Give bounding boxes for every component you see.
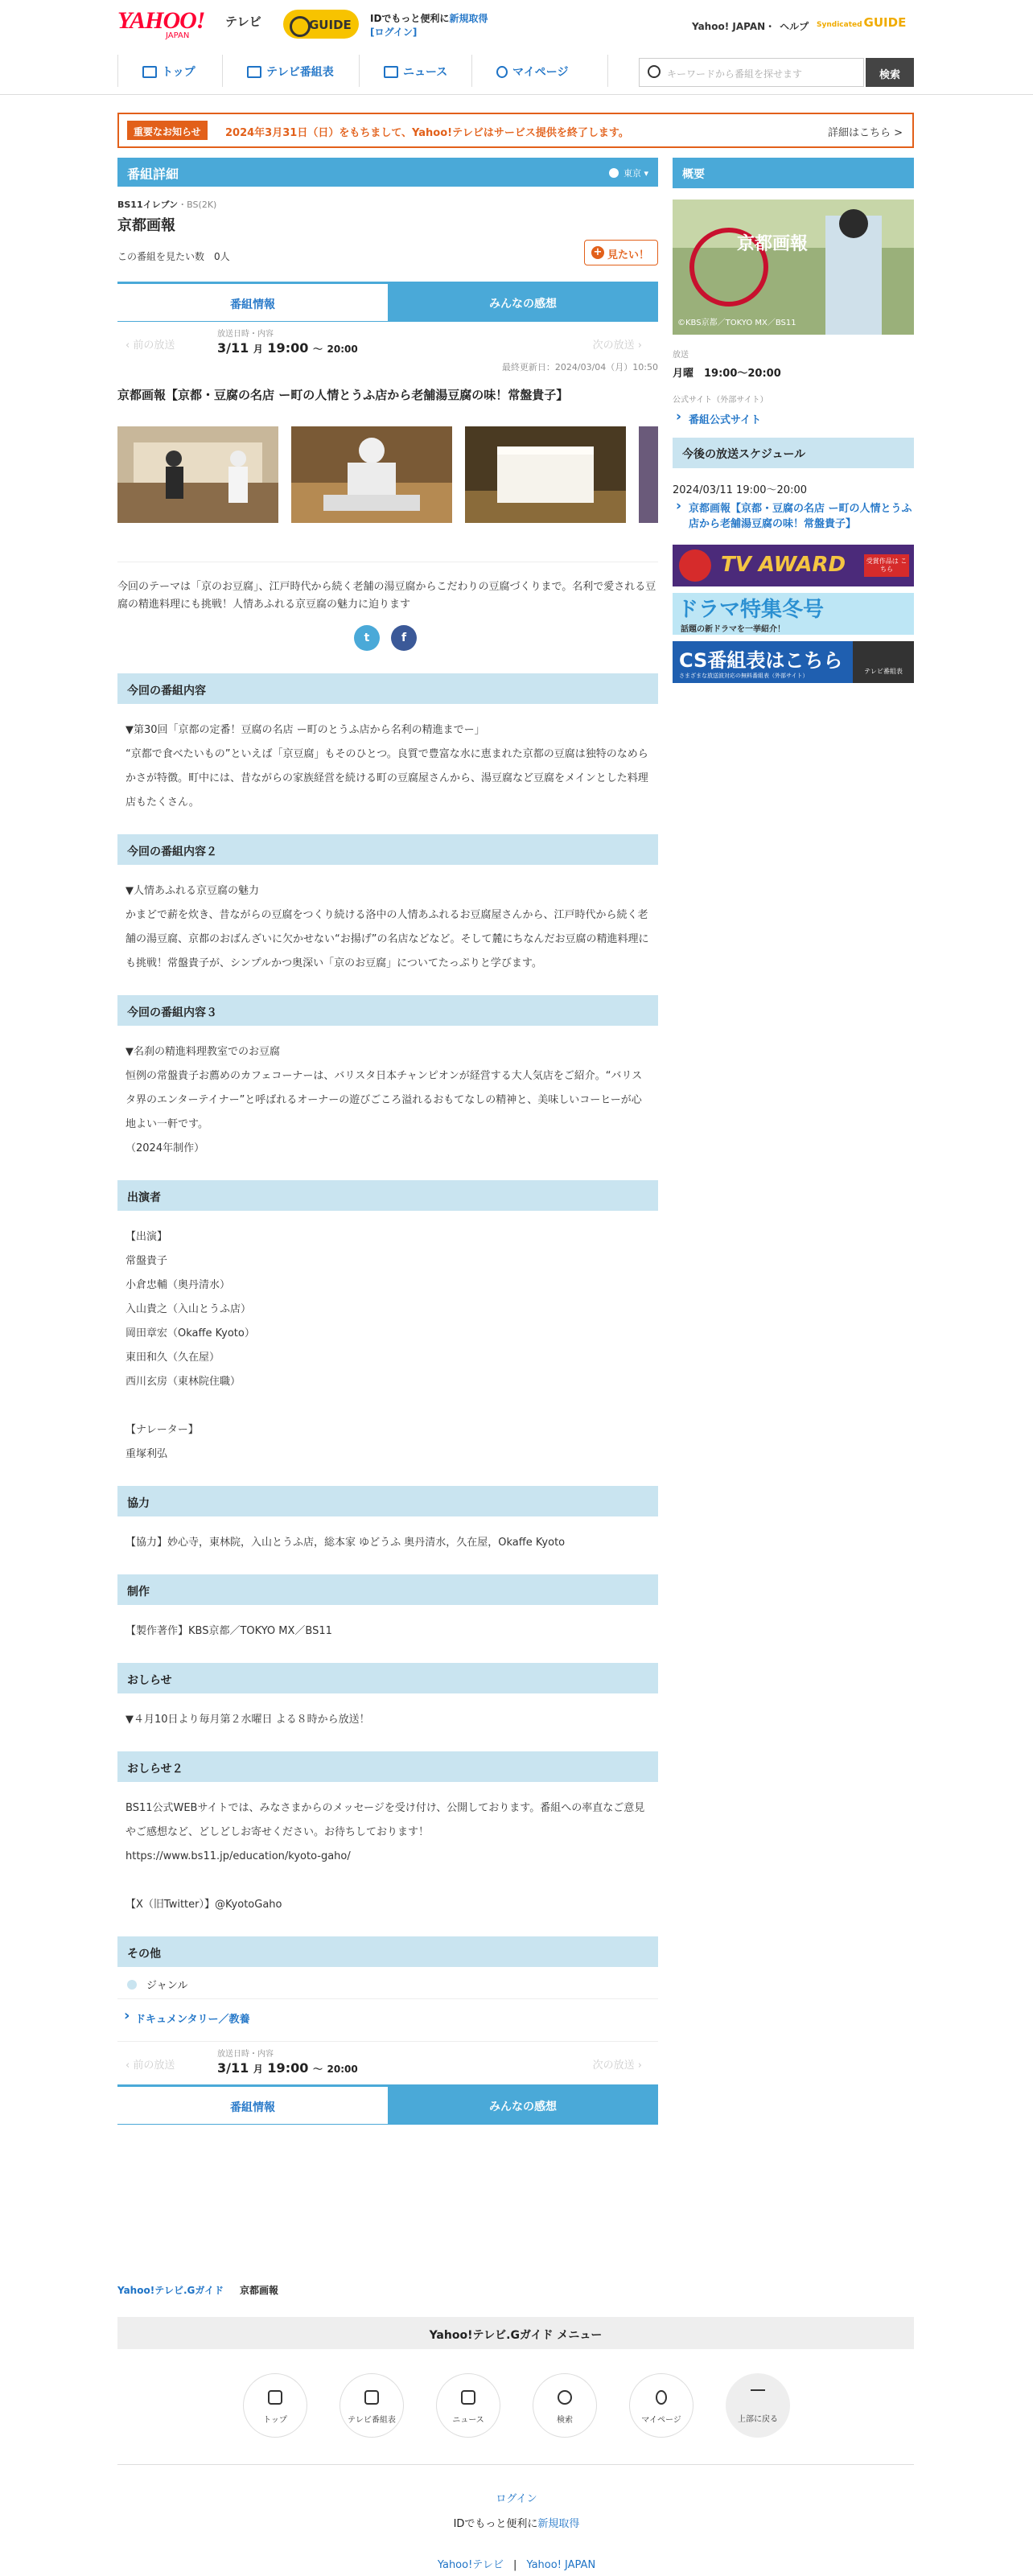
photo-tofu-maker[interactable] xyxy=(291,426,452,523)
tv-icon xyxy=(364,2390,379,2405)
footer-news-button[interactable]: ニュース xyxy=(436,2373,500,2438)
arrow-up-icon xyxy=(751,2389,765,2404)
tab-program-info-bottom[interactable]: 番組情報 xyxy=(117,2084,388,2125)
program-detail xyxy=(117,158,658,2125)
footer-id-promo: IDでもっと便利に新規取得 xyxy=(453,2518,580,2530)
footer-menu-title: Yahoo!テレビ.Gガイド メニュー xyxy=(117,2317,914,2349)
breadcrumb-current: 京都画報 xyxy=(240,2285,279,2296)
drama-banner[interactable]: ドラマ特集冬号 話題の新ドラマを一挙紹介！ xyxy=(673,593,914,635)
search-button[interactable]: 検索 xyxy=(866,58,914,87)
broadcast-label: 放送 xyxy=(673,351,689,360)
broadcast-time: 月曜 19:00〜20:00 xyxy=(673,368,781,380)
official-site-link[interactable]: › 番組公式サイト xyxy=(673,411,914,426)
signup-link[interactable]: 新規取得 xyxy=(449,13,488,24)
nav-news[interactable]: ニュース xyxy=(359,55,471,87)
cs-schedule-banner[interactable]: CS番組表はこちら さまざまな放送波対応の無料番組表（外部サイト） テレビ番組表 xyxy=(673,641,914,683)
help-link[interactable]: ヘルプ xyxy=(780,21,809,32)
section-content-3: 今回の番組内容３ ▼名刹の精進料理教室でのお豆腐 恒例の常盤貴子お薦めのカフェコーナーは、バリスタ日本チャンピオンが経営する大人気店をご紹介。“バリスタ界のエンターテイナー”と呼ばれるオーナーの遊びごころ溢れるおもてなしの精神と、美味しいコーヒーが心地よい一軒です。 （2024年制作） xyxy=(117,995,658,1161)
footer-search-button[interactable]: 検索 xyxy=(533,2373,597,2438)
syndicated-guide-logo[interactable]: Syndicated GUIDE xyxy=(817,15,907,30)
official-site-label: 公式サイト（外部サイト） xyxy=(673,396,768,405)
section-cast: 出演者 【出演】 常盤貴子 小倉忠輔（奥丹清水） 入山貴之（入山とうふ店） 岡田章宏（Okaffe Kyoto） 東田和久（久在屋） 西川玄房（東林院住職） 【ナレーター】 重塚利弘 xyxy=(117,1180,658,1467)
channel-name: BS11イレブン・BS(2K) xyxy=(117,200,217,210)
program-key-visual xyxy=(673,200,914,335)
footer-signup-link[interactable]: 新規取得 xyxy=(537,2518,580,2530)
photo-next[interactable] xyxy=(639,426,658,523)
tab-reviews-bottom[interactable]: みんなの感想 xyxy=(388,2084,658,2125)
section-content-2: 今回の番組内容２ ▼人情あふれる京豆腐の魅力 かまどで薪を炊き、昔ながらの豆腐をつくり続ける洛中の人情あふれるお豆腐屋さんから、江戸時代から続く老舗の湯豆腐、京都のおばんざいに欠かせない“お揚げ”の名店などなど。そして麓にちなんだお豆腐の精進料理にも挑戦！常盤貴子が、シンプルかつ奥深い「京のお豆腐」についてたっぷりと学びます。 xyxy=(117,834,658,976)
nav-tv-schedule[interactable]: テレビ番組表 xyxy=(222,55,359,87)
site-header xyxy=(0,0,1033,55)
broadcast-nav xyxy=(117,322,658,365)
gear-icon xyxy=(609,168,619,178)
person-icon xyxy=(496,66,508,78)
genre-label: ジャンル xyxy=(117,1967,658,1999)
notice-text: 2024年3月31日（日）をもちまして、Yahoo!テレビはサービス提供を終了します。 xyxy=(225,127,629,139)
want-count: この番組を見たい数 0人 xyxy=(117,251,230,262)
program-title: 京都画報 xyxy=(117,217,175,234)
top-links: Yahoo! JAPAN・ ヘルプ xyxy=(692,21,809,32)
important-notice xyxy=(117,113,914,148)
footer-top-button[interactable]: トップ xyxy=(243,2373,307,2438)
schedule-header: 今後の放送スケジュール xyxy=(673,438,914,468)
search-icon xyxy=(558,2390,572,2405)
prev-broadcast[interactable]: ‹ 前の放送 xyxy=(126,339,175,352)
back-to-top-button[interactable]: 上部に戻る xyxy=(726,2373,790,2438)
tv-icon xyxy=(247,66,261,78)
search-input[interactable]: キーワードから番組を探せます xyxy=(639,58,864,87)
genre-link[interactable]: › ドキュメンタリー／教養 xyxy=(117,1999,658,2035)
nav-mypage[interactable]: マイページ xyxy=(471,55,608,87)
breadcrumb-home[interactable]: Yahoo!テレビ.Gガイド xyxy=(117,2285,224,2296)
image-caption: ©KBS京都／TOKYO MX／BS11 xyxy=(677,319,796,327)
login-link[interactable]: [ログイン] xyxy=(370,27,418,38)
footer-schedule-button[interactable]: テレビ番組表 xyxy=(340,2373,404,2438)
key-visual-image xyxy=(673,200,914,335)
notice-tag: 重要なお知らせ xyxy=(127,121,208,140)
footer-mypage-button[interactable]: マイページ xyxy=(629,2373,693,2438)
schedule-time: 2024/03/11 19:00〜20:00 xyxy=(673,484,807,496)
tv-award-banner[interactable]: TV AWARD 受賞作品は こちら xyxy=(673,545,914,586)
section-notice: おしらせ ▼４月10日より毎月第２水曜日 よる８時から放送！ xyxy=(117,1663,658,1732)
photo-cooking-class[interactable] xyxy=(117,426,278,523)
id-promo: IDでもっと便利に新規取得 [ログイン] xyxy=(370,13,488,38)
sidebar xyxy=(673,158,914,683)
section-other: その他 ジャンル › ドキュメンタリー／教養 xyxy=(117,1936,658,2035)
twitter-share-icon[interactable]: t xyxy=(354,625,380,651)
episode-title: 京都画報【京都・豆腐の名店 ー町の人情とうふ店から老舗湯豆腐の味！常盤貴子】 xyxy=(117,388,569,402)
region-select[interactable]: 東京 ▾ xyxy=(609,167,648,179)
photo-carousel[interactable] xyxy=(117,415,658,557)
schedule-link[interactable]: › 京都画報【京都・豆腐の名店 ー町の人情とうふ店から老舗湯豆腐の味！常盤貴子】 xyxy=(673,501,914,532)
person-icon xyxy=(656,2390,667,2405)
footer-divider xyxy=(117,2464,914,2465)
award-badge-icon xyxy=(679,549,711,582)
breadcrumb xyxy=(117,2283,278,2297)
section-content-1: 今回の番組内容 ▼第30回「京都の定番！豆腐の名店 ー町のとうふ店から名利の精進までー」 “京都で食べたいもの”といえば「京豆腐」もそのひとつ。良質で豊富な水に恵まれた京都の豆腐は独特のなめらかさが特徴。町中には、昔ながらの家族経営を続ける町の豆腐屋さんから、湯豆腐など豆腐をメインとした料理店もたくさん。 xyxy=(117,673,658,815)
section-notice-2: おしらせ２ BS11公式WEBサイトでは、みなさまからのメッセージを受け付け、公開しております。番組への率直なご意見やご感想など、どしどしお寄せください。お待ちしております！ https://www.bs11.jp/education/kyoto-gaho/ 【X（旧Twitter）】@KyotoGaho xyxy=(117,1751,658,1917)
gguide-logo[interactable]: GUIDE xyxy=(283,10,359,39)
section-cooperation: 協力 【協力】妙心寺，東林院，入山とうふ店，総本家 ゆどうふ 奥丹清水，久在屋，Okaffe Kyoto xyxy=(117,1486,658,1555)
detail-header: 番組詳細 東京 ▾ xyxy=(117,158,658,187)
broadcast-nav-bottom xyxy=(117,2041,658,2084)
tv-label: テレビ xyxy=(225,14,261,29)
program-logo: 京都画報 xyxy=(737,233,809,254)
footer-yahoo-tv-link[interactable]: Yahoo!テレビ xyxy=(437,2559,504,2571)
yahoo-japan-link[interactable]: Yahoo! JAPAN xyxy=(692,21,766,32)
last-updated: 最終更新日：2024/03/04（月）10:50 xyxy=(501,362,658,372)
broadcast-date: 放送日時・内容 3/11 月 19:00 〜 20:00 xyxy=(217,330,358,356)
yahoo-logo[interactable]: YAHOO! JAPAN xyxy=(117,7,205,40)
program-description: 今回のテーマは「京のお豆腐」、江戸時代から続く老舗の湯豆腐からこだわりの豆腐づくりまで。名利で愛される豆腐の精進料理にも挑戦！人情あふれる京豆腐の魅力に迫ります xyxy=(117,562,658,614)
next-broadcast-bottom[interactable]: 次の放送 › xyxy=(592,2060,642,2072)
photo-tofu-block[interactable] xyxy=(465,426,626,523)
footer-login-link[interactable]: ログイン xyxy=(496,2493,537,2505)
footer-links: Yahoo!テレビ | Yahoo! JAPAN xyxy=(437,2559,596,2571)
main-nav xyxy=(0,50,1033,95)
want-button[interactable]: + 見たい！ xyxy=(584,240,658,265)
next-broadcast[interactable]: 次の放送 › xyxy=(592,339,642,352)
tab-program-info[interactable]: 番組情報 xyxy=(117,282,388,322)
nav-top[interactable]: トップ xyxy=(117,55,222,87)
detail-tabs xyxy=(117,282,658,322)
share-buttons xyxy=(117,622,658,654)
section-production: 制作 【製作著作】KBS京都／TOKYO MX／BS11 xyxy=(117,1574,658,1644)
news-icon xyxy=(384,66,398,78)
detail-tabs-bottom xyxy=(117,2084,658,2125)
footer-yahoo-japan-link[interactable]: Yahoo! JAPAN xyxy=(526,2559,596,2571)
tab-reviews[interactable]: みんなの感想 xyxy=(388,282,658,322)
prev-broadcast-bottom[interactable]: ‹ 前の放送 xyxy=(126,2060,175,2072)
home-icon xyxy=(268,2390,282,2405)
notice-details-link[interactable]: 詳細はこちら > xyxy=(827,127,903,139)
news-icon xyxy=(461,2390,475,2405)
broadcast-date-bottom: 放送日時・内容 3/11 月 19:00 〜 20:00 xyxy=(217,2050,358,2076)
overview-header: 概要 xyxy=(673,158,914,188)
facebook-share-icon[interactable]: f xyxy=(391,625,417,651)
home-icon xyxy=(142,66,157,78)
